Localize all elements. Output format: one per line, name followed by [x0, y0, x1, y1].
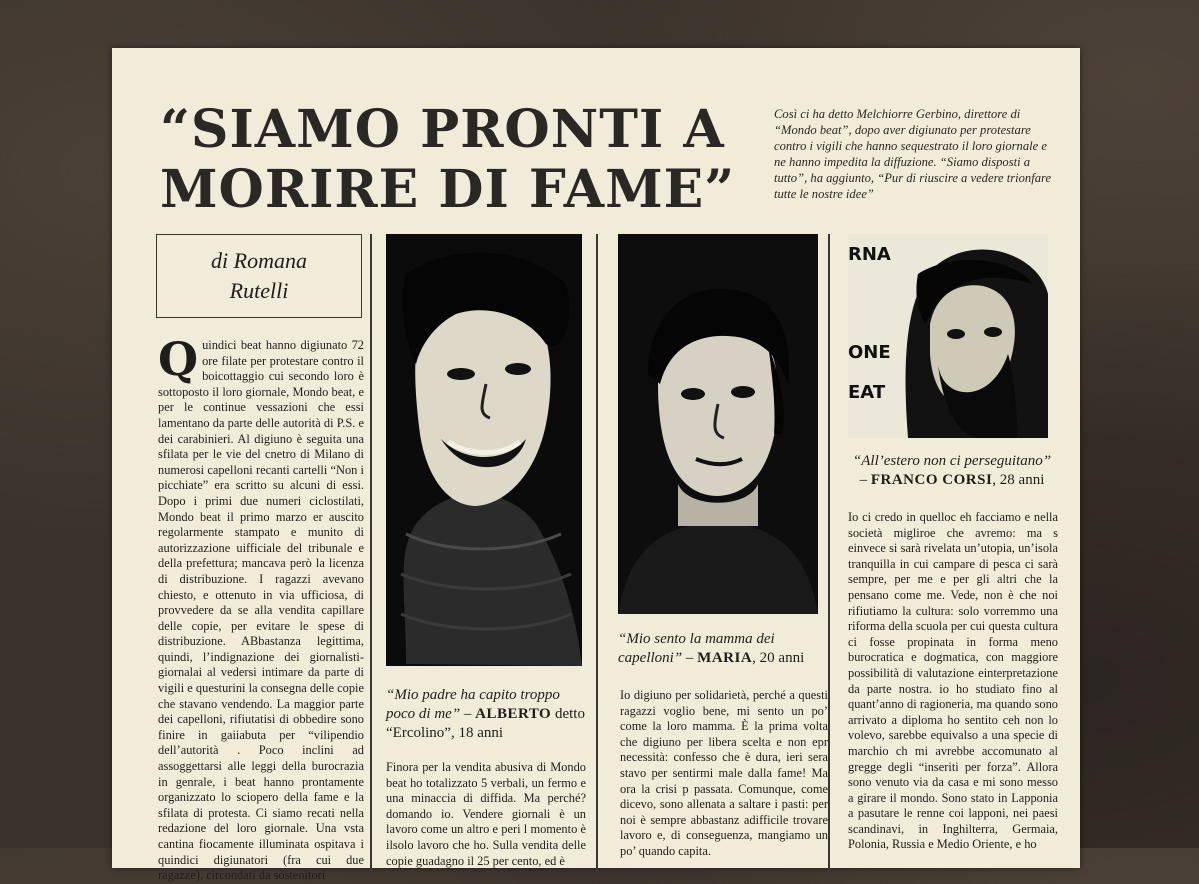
article-column-2: Finora per la vendita abusiva di Mondo beat ho totalizzato 5 verbali, un fermo e una minaccia di diffida. Ma perché? domando io. Vendere giornali è un lavoro come un altro e peri l momento è ilsolo lavoro che ho. Sulla vendita delle copie guadagno il 25 per cento, ed è [386, 760, 586, 868]
caption-alberto-name: ALBERTO [475, 706, 552, 722]
photo-maria [618, 234, 818, 614]
caption-alberto-details: detto “Ercolino”, 18 anni [386, 706, 585, 741]
dropcap: Q [158, 332, 199, 386]
article-column-1 [158, 332, 364, 883]
headline-line-2: MORIRE DI FAME” [160, 159, 736, 220]
sign-text-bot: EAT [848, 382, 886, 403]
article-column-3: Io digiuno per solidarietà, perché a questi ragazzi voglio bene, mi sento un po’ come la loro mamma. È la prima volta che digiuno per libera scelta e non epr necessità: confesso che è dura, ieri sera stavo per sentirmi male dalla fame! Ma ora la crisi p passata. Comunque, come dicevo, sono allenata a saltare i pasti: per noi è sempre abbastanz adifficile trovare lavoro e, di conseguenza, mangiamo un po’ quando capita. [620, 688, 828, 858]
sign-text-top: RNA [848, 244, 891, 265]
caption-franco-corsi: “All’estero non ci perseguitano” – FRANCO CORSI, 28 anni [852, 453, 1052, 488]
standfirst: Così ci ha detto Melchiorre Gerbino, direttore di “Mondo beat”, dopo aver digiunato per protestare contro i vigili che hanno sequestrato il loro giornale e ne hanno impedita la diffuzione. “Siamo disposti a tutto”, ha aggiunto, “Pur di riuscire a vedere trionfare tutte le nostre idee” [774, 107, 1052, 201]
caption-franco-quote: “All’estero non ci perseguitano” [852, 453, 1052, 469]
headline [160, 100, 760, 220]
caption-maria-details: , 20 anni [752, 650, 805, 666]
sign-text-mid: ONE [848, 342, 891, 363]
byline-line-1: di Romana [211, 248, 307, 273]
caption-maria-quote: “Mio sento la mamma dei capelloni” [618, 631, 775, 666]
caption-maria-name: MARIA [697, 650, 753, 666]
caption-franco-name: FRANCO CORSI [870, 472, 993, 488]
article-column-4: Io ci credo in quelloc eh facciamo e nella società migliroe che avremo: ma s einvece si sarà rivelata un’utopia, un’isola tranquilla in cui campare di pesca ci sarà sempre, per me e per gli altri che la pensano come me. Vede, non è che noi rifiutiamo la cultura: solo vorremmo una riforma della scuola per cui questa cultura ci fosse propinata in forma meno burocratica e dogmatica, con maggiore possibilità di valutazione einterpretazione da parte nostra. io ho studiato fino al quant’anno di ragioneria, ma quando sono arrivato a diploma ho sentito ceh non lo volevo, sarebbe equivalso a una specie di marchio ch mi avrebbe accomunato al gregge degli “inseriti per forza”. Allora sono venuto via da casa e mi sono messo a girare il mondo. Sono stato in Lapponia a pasutare le renne coi lapponi, nei paesi scandinavi, in Inghilterra, Germaia, Polonia, Russia e Medio Oriente, e ho [848, 510, 1058, 852]
photo-alberto [386, 234, 582, 666]
byline-line-2: Rutelli [229, 278, 289, 303]
caption-franco-details: , 28 anni [992, 472, 1045, 488]
headline-line-1: “SIAMO PRONTI A [160, 99, 725, 160]
column-rule [370, 234, 372, 874]
caption-alberto-quote: “Mio padre ha capito troppo poco di me” [386, 687, 560, 722]
article-column-1-text: uindici beat hanno digiunato 72 ore filate per protestare contro il boicottaggio cui secondo loro è sottoposto il loro giornale, Mondo beat, e per le continue vessazioni che essi lamentano da parte delle autorità di P.S. e dei carabinieri. Al digiuno è seguita una sfilata per le vie del cnetro di Milano di numerosi capelloni recanti cartelli “Non i picchiate” era scritto su alcuni di essi. Dopo i primi due numeri ciclostilati, Mondo beat il primo marzo er auscito regolarmente stampato e munito di autorizzazione uifficiale del tribunale e della prefettura; mancava però la licenza di distribuzione. I ragazzi avevano chiesto, e ottenuto in via ufficiosa, di provvedere da se alla vendita capillare delle copie, per evitare le spese di distribuzione. ABbastanza legittima, quindi, l’indignazione dei giornalisti-giornalai al vedersi intimare da parte di vigili e questurini la consegna delle copie che stavano vendendo. La maggior parte dei capelloni, rifiutatisi di obbedire sono finire in gaiiabuta per “vilipendio dell’autorità . Poco inclini ad assoggettarsi alle leggi della burocrazia in genrale, i beat hanno prontamente organizzato lo sciopero della fame e la sfilata di protesta. Ci siamo recati nella redazione del loro giornale. Una vsta cantina fiocamente illuminata ospitava i quindici digiunatori (fra cui due ragazze), circondati da sostenitori [158, 338, 364, 883]
caption-alberto: “Mio padre ha capito troppo poco di me” – ALBERTO detto “Ercolino”, 18 anni [386, 687, 585, 741]
column-rule [828, 234, 830, 874]
newspaper-page [112, 48, 1080, 883]
column-rule [596, 234, 598, 874]
caption-maria: “Mio sento la mamma dei capelloni” – MARIA, 20 anni [618, 631, 805, 666]
byline [156, 234, 362, 318]
photo-franco-corsi [848, 234, 1048, 438]
